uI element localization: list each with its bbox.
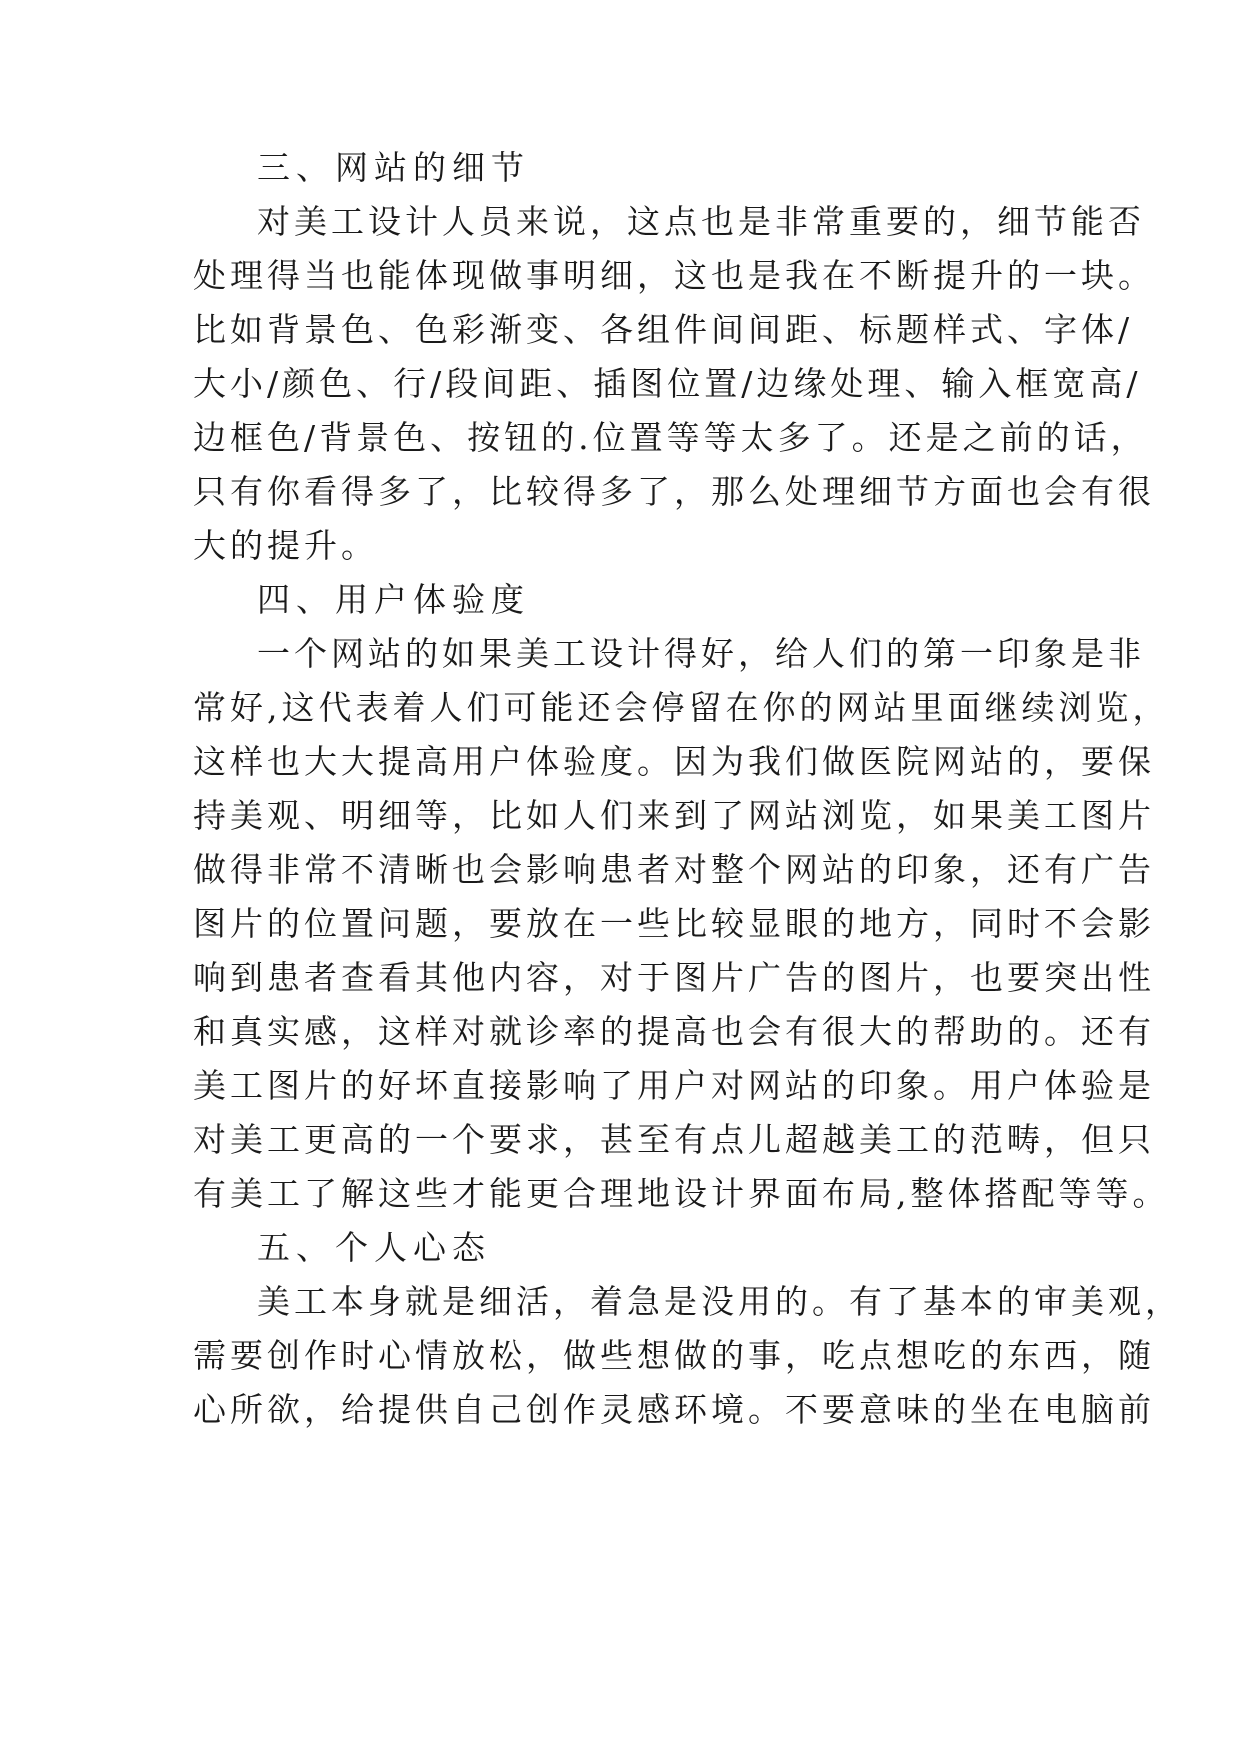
paragraph-line: 大小/颜色、行/段间距、插图位置/边缘处理、输入框宽高/ [193, 364, 1142, 403]
paragraph-line: 对美工设计人员来说，这点也是非常重要的，细节能否 [257, 202, 1145, 241]
paragraph-line: 有美工了解这些才能更合理地设计界面布局,整体搭配等等。 [193, 1174, 1170, 1213]
section-heading-4: 四、用户体验度 [257, 580, 530, 619]
paragraph-line: 美工本身就是细活，着急是没用的。有了基本的审美观， [257, 1282, 1182, 1321]
paragraph-line: 图片的位置问题，要放在一些比较显眼的地方，同时不会影 [193, 904, 1155, 943]
paragraph-line: 常好,这代表着人们可能还会停留在你的网站里面继续浏览， [193, 688, 1170, 727]
paragraph-line: 大的提升。 [193, 526, 378, 565]
paragraph-line: 对美工更高的一个要求，甚至有点儿超越美工的范畴，但只 [193, 1120, 1155, 1159]
paragraph-line: 只有你看得多了，比较得多了，那么处理细节方面也会有很 [193, 472, 1155, 511]
paragraph-line: 比如背景色、色彩渐变、各组件间间距、标题样式、字体/ [193, 310, 1134, 349]
paragraph-line: 处理得当也能体现做事明细，这也是我在不断提升的一块。 [193, 256, 1155, 295]
paragraph-line: 心所欲，给提供自己创作灵感环境。不要意味的坐在电脑前 [193, 1390, 1155, 1429]
paragraph-line: 美工图片的好坏直接影响了用户对网站的印象。用户体验是 [193, 1066, 1155, 1105]
paragraph-line: 一个网站的如果美工设计得好，给人们的第一印象是非 [257, 634, 1145, 673]
section-heading-5: 五、个人心态 [257, 1228, 491, 1267]
paragraph-line: 响到患者查看其他内容，对于图片广告的图片，也要突出性 [193, 958, 1155, 997]
paragraph-line: 持美观、明细等，比如人们来到了网站浏览，如果美工图片 [193, 796, 1155, 835]
section-heading-3: 三、网站的细节 [257, 148, 530, 187]
paragraph-line: 和真实感，这样对就诊率的提高也会有很大的帮助的。还有 [193, 1012, 1155, 1051]
paragraph-line: 这样也大大提高用户体验度。因为我们做医院网站的，要保 [193, 742, 1155, 781]
paragraph-line: 做得非常不清晰也会影响患者对整个网站的印象，还有广告 [193, 850, 1155, 889]
paragraph-line: 需要创作时心情放松，做些想做的事，吃点想吃的东西，随 [193, 1336, 1155, 1375]
paragraph-line: 边框色/背景色、按钮的.位置等等太多了。还是之前的话， [193, 418, 1148, 457]
